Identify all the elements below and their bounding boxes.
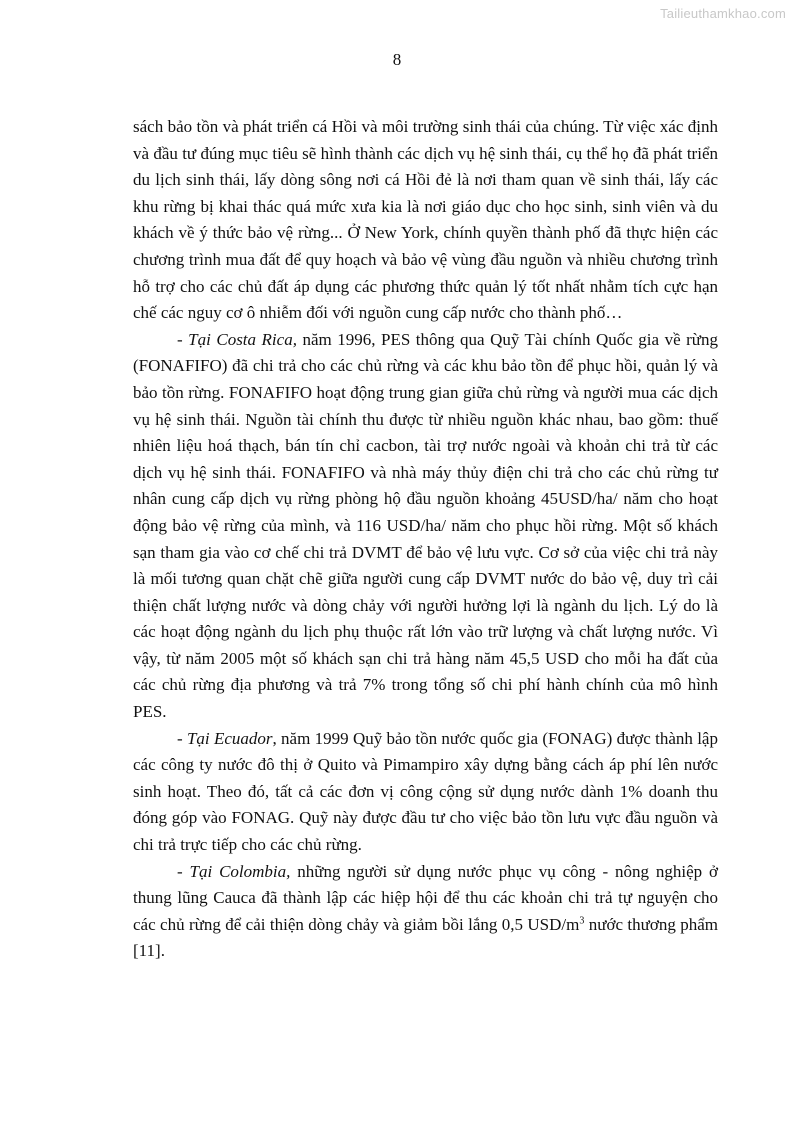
paragraph-text: , năm 1999 Quỹ bảo tồn nước quốc gia (FONAG) được thành lập các công ty nước đô thị ở Quito và Pimampiro xây dựng bằng cách áp phí lên nước sinh hoạt. Theo đó, tất cả các đơn vị công cộng sử dụng nước dành 1% doanh thu đóng góp vào FONAG. Quỹ này được đầu tư cho việc bảo tồn lưu vực đầu nguồn và chi trả trực tiếp cho các chủ rừng.: [133, 728, 718, 855]
page-number: 8: [392, 50, 402, 69]
paragraph-lead: - Tại Costa Rica,: [177, 329, 297, 349]
superscript: 3: [579, 915, 585, 927]
document-body: [133, 114, 718, 965]
paragraph-colombia: [133, 859, 718, 965]
watermark: Tailieuthamkhao.com: [660, 6, 786, 21]
paragraph-lead: - Tại Colombia,: [177, 861, 291, 881]
paragraph-text: năm 1996, PES thông qua Quỹ Tài chính Quốc gia về rừng (FONAFIFO) đã chi trả cho các chủ rừng và các khu bảo tồn để phục hồi, quản lý và bảo tồn rừng. FONAFIFO hoạt động trung gian giữa chủ rừng và người mua các dịch vụ hệ sinh thái. Nguồn tài chính thu được từ nhiều nguồn khác nhau, bao gồm: thuế nhiên liệu hoá thạch, bán tín chỉ cacbon, tài trợ nước ngoài và khoản chi trả từ các dịch vụ hệ sinh thái. FONAFIFO và nhà máy thủy điện chi trả cho các chủ rừng tư nhân cung cấp dịch vụ rừng phòng hộ đầu nguồn khoảng 45USD/ha/ năm cho hoạt động bảo vệ rừng của mình, và 116 USD/ha/ năm cho phục hồi rừng. Một số khách sạn tham gia vào cơ chế chi trả DVMT để bảo vệ lưu vực. Cơ sở của việc chi trả này là mối tương quan chặt chẽ giữa người cung cấp DVMT nước do bảo vệ, duy trì cải thiện chất lượng nước và dòng chảy với người hưởng lợi là ngành du lịch. Lý do là các hoạt động ngành du lịch phụ thuộc rất lớn vào trữ lượng và chất lượng nước. Vì vậy, từ năm 2005 một số khách sạn chi trả hàng năm 45,5 USD cho mỗi ha đất của các chủ rừng địa phương và trả 7% trong tổng số chi phí hành chính của mô hình PES.: [133, 329, 719, 722]
paragraph-text: nước thương phẩm [11].: [133, 914, 719, 961]
paragraph-1: sách bảo tồn và phát triển cá Hồi và môi trường sinh thái của chúng. Từ việc xác định và đầu tư đúng mục tiêu sẽ hình thành các dịch vụ hệ sinh thái, cụ thể họ đã phát triển du lịch sinh thái, lấy dòng sông nơi cá Hồi đẻ là nơi tham quan về sinh thái, lấy các khu rừng bị khai thác quá mức xưa kia là nơi giáo dục cho học sinh, sinh viên và du khách về ý thức bảo vệ rừng... Ở New York, chính quyền thành phố đã thực hiện các chương trình mua đất để quy hoạch và bảo vệ vùng đầu nguồn và nhiều chương trình hỗ trợ cho các chủ đất áp dụng các phương thức quản lý tốt nhất nhằm tích cực hạn chế các nguy cơ ô nhiễm đối với nguồn cung cấp nước cho thành phố…: [133, 117, 718, 323]
paragraph-text: những người sử dụng nước phục vụ công - nông nghiệp ở thung lũng Cauca đã thành lập các hiệp hội để thu các khoản chi trả tự nguyện cho các chủ rừng để cải thiện dòng chảy và giảm bồi lắng 0,5 USD/m: [133, 861, 718, 934]
paragraph-ecuador: [133, 726, 718, 859]
paragraph-costa-rica: [133, 327, 718, 726]
paragraph-lead: - Tại Ecuador: [177, 728, 273, 748]
